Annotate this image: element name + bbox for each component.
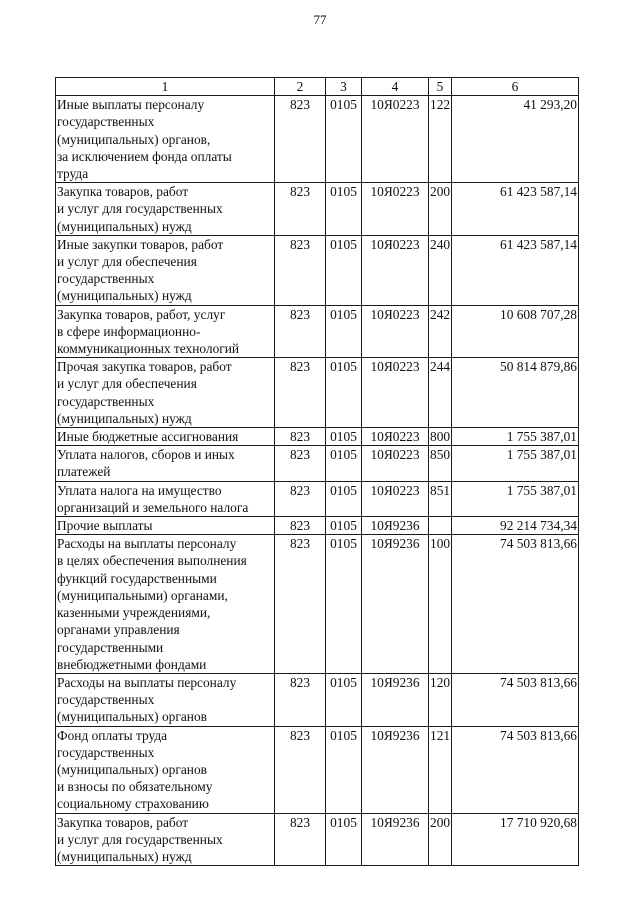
department-code-cell: 823 bbox=[275, 726, 326, 813]
department-code-cell: 823 bbox=[275, 673, 326, 726]
section-code-cell: 0105 bbox=[326, 481, 362, 516]
target-article-cell: 10Я0223 bbox=[362, 96, 429, 183]
expense-type-cell: 850 bbox=[429, 446, 452, 481]
table-row bbox=[56, 726, 579, 813]
item-name-line: государственных bbox=[57, 692, 155, 708]
item-name-line: органами управления bbox=[57, 622, 180, 638]
column-header-4: 4 bbox=[362, 78, 429, 96]
amount-cell: 74 503 813,66 bbox=[452, 673, 579, 726]
section-code-cell: 0105 bbox=[326, 183, 362, 236]
amount-cell: 10 608 707,28 bbox=[452, 305, 579, 358]
header-row bbox=[56, 78, 579, 96]
department-code-cell: 823 bbox=[275, 813, 326, 866]
target-article-cell: 10Я9236 bbox=[362, 673, 429, 726]
item-name-line: Иные закупки товаров, работ bbox=[57, 236, 224, 252]
table-row bbox=[56, 358, 579, 428]
expense-type-cell: 120 bbox=[429, 673, 452, 726]
expense-type-cell: 244 bbox=[429, 358, 452, 428]
item-name-line: коммуникационных технологий bbox=[57, 341, 240, 357]
expense-type-cell: 242 bbox=[429, 305, 452, 358]
amount-cell: 61 423 587,14 bbox=[452, 235, 579, 305]
item-name-line: государственными bbox=[57, 639, 164, 655]
item-name-line: (муниципальных) нужд bbox=[57, 410, 192, 426]
item-name-line: и услуг для обеспечения bbox=[57, 254, 197, 270]
item-name-line: государственных bbox=[57, 393, 155, 409]
department-code-cell: 823 bbox=[275, 535, 326, 674]
column-header-1: 1 bbox=[56, 78, 275, 96]
item-name-cell bbox=[56, 535, 275, 674]
target-article-cell: 10Я9236 bbox=[362, 535, 429, 674]
item-name-line: Прочие выплаты bbox=[57, 518, 153, 534]
item-name-line: Расходы на выплаты персоналу bbox=[57, 536, 237, 552]
table-row bbox=[56, 96, 579, 183]
item-name-line: труда bbox=[57, 166, 89, 182]
item-name-line: Закупка товаров, работ, услуг bbox=[57, 306, 226, 322]
item-name-line: Иные бюджетные ассигнования bbox=[57, 429, 239, 445]
amount-cell: 1 755 387,01 bbox=[452, 446, 579, 481]
item-name-line: Уплата налогов, сборов и иных bbox=[57, 447, 235, 463]
department-code-cell: 823 bbox=[275, 358, 326, 428]
item-name-line: и услуг для государственных bbox=[57, 831, 223, 847]
item-name-line: Закупка товаров, работ bbox=[57, 814, 189, 830]
target-article-cell: 10Я9236 bbox=[362, 813, 429, 866]
item-name-line: (муниципальных) нужд bbox=[57, 848, 192, 864]
item-name-cell bbox=[56, 183, 275, 236]
item-name-cell bbox=[56, 358, 275, 428]
item-name-line: государственных bbox=[57, 744, 155, 760]
table-row bbox=[56, 813, 579, 866]
column-header-3: 3 bbox=[326, 78, 362, 96]
section-code-cell: 0105 bbox=[326, 96, 362, 183]
target-article-cell: 10Я0223 bbox=[362, 428, 429, 446]
item-name-cell bbox=[56, 235, 275, 305]
item-name-cell bbox=[56, 96, 275, 183]
item-name-line: государственных bbox=[57, 271, 155, 287]
item-name-cell bbox=[56, 481, 275, 516]
item-name-cell bbox=[56, 428, 275, 446]
section-code-cell: 0105 bbox=[326, 305, 362, 358]
item-name-line: Уплата налога на имущество bbox=[57, 482, 222, 498]
section-code-cell: 0105 bbox=[326, 235, 362, 305]
table-row bbox=[56, 517, 579, 535]
amount-cell: 50 814 879,86 bbox=[452, 358, 579, 428]
table-body bbox=[56, 96, 579, 866]
amount-cell: 61 423 587,14 bbox=[452, 183, 579, 236]
expense-type-cell: 800 bbox=[430, 429, 451, 445]
item-name-line: Прочая закупка товаров, работ bbox=[57, 359, 232, 375]
item-name-line: (муниципальных) органов bbox=[57, 761, 207, 777]
department-code-cell: 823 bbox=[275, 305, 326, 358]
section-code-cell: 0105 bbox=[326, 726, 362, 813]
amount-cell: 92 214 734,34 bbox=[452, 517, 579, 535]
item-name-line: и услуг для обеспечения bbox=[57, 376, 197, 392]
target-article-cell: 10Я0223 bbox=[362, 235, 429, 305]
expense-type-cell: 122 bbox=[429, 96, 452, 183]
department-code-cell: 823 bbox=[275, 235, 326, 305]
section-code-cell: 0105 bbox=[326, 428, 362, 446]
expense-type-cell: 100 bbox=[429, 535, 452, 674]
item-name-line: (муниципальными) органами, bbox=[57, 587, 228, 603]
item-name-line: функций государственными bbox=[57, 570, 217, 586]
item-name-line: (муниципальных) органов bbox=[57, 709, 207, 725]
expense-type-cell: 240 bbox=[429, 235, 452, 305]
expense-type-cell: 121 bbox=[429, 726, 452, 813]
section-code-cell: 0105 bbox=[326, 517, 362, 535]
item-name-line: в сфере информационно- bbox=[57, 323, 201, 339]
table-row bbox=[56, 183, 579, 236]
expense-type-cell: 200 bbox=[429, 183, 452, 236]
item-name-line: и услуг для государственных bbox=[57, 201, 223, 217]
amount-cell: 41 293,20 bbox=[452, 96, 579, 183]
column-header-2: 2 bbox=[275, 78, 326, 96]
amount-cell: 1 755 387,01 bbox=[452, 428, 579, 446]
target-article-cell: 10Я0223 bbox=[362, 183, 429, 236]
item-name-cell bbox=[56, 305, 275, 358]
amount-cell: 74 503 813,66 bbox=[452, 535, 579, 674]
department-code-cell: 823 bbox=[275, 428, 326, 446]
page-number: 77 bbox=[313, 12, 327, 27]
section-code-cell: 0105 bbox=[326, 535, 362, 674]
item-name-cell bbox=[56, 517, 275, 535]
column-header-6: 6 bbox=[452, 78, 579, 96]
table-row bbox=[56, 446, 579, 481]
item-name-cell bbox=[56, 673, 275, 726]
item-name-cell bbox=[56, 813, 275, 866]
table-row bbox=[56, 235, 579, 305]
section-code-cell: 0105 bbox=[326, 446, 362, 481]
table-row bbox=[56, 481, 579, 516]
amount-cell: 17 710 920,68 bbox=[452, 813, 579, 866]
section-code-cell: 0105 bbox=[326, 813, 362, 866]
item-name-line: Иные выплаты персоналу bbox=[57, 97, 205, 113]
item-name-line: (муниципальных) нужд bbox=[57, 288, 192, 304]
target-article-cell: 10Я0223 bbox=[362, 305, 429, 358]
expense-type-cell: 200 bbox=[429, 813, 452, 866]
budget-table bbox=[55, 77, 579, 866]
section-code-cell: 0105 bbox=[326, 673, 362, 726]
table-row bbox=[56, 535, 579, 674]
target-article-cell: 10Я9236 bbox=[362, 517, 429, 535]
target-article-cell: 10Я0223 bbox=[362, 481, 429, 516]
item-name-line: социальному страхованию bbox=[57, 796, 209, 812]
section-code-cell: 0105 bbox=[326, 358, 362, 428]
table-row bbox=[56, 305, 579, 358]
item-name-line: казенными учреждениями, bbox=[57, 605, 211, 621]
table-row bbox=[56, 673, 579, 726]
item-name-cell bbox=[56, 726, 275, 813]
item-name-line: (муниципальных) органов, bbox=[57, 131, 211, 147]
amount-cell: 74 503 813,66 bbox=[452, 726, 579, 813]
item-name-line: Фонд оплаты труда bbox=[57, 727, 168, 743]
target-article-cell: 10Я0223 bbox=[362, 358, 429, 428]
item-name-line: внебюджетными фондами bbox=[57, 656, 207, 672]
department-code-cell: 823 bbox=[275, 96, 326, 183]
target-article-cell: 10Я0223 bbox=[362, 446, 429, 481]
item-name-line: Закупка товаров, работ bbox=[57, 184, 189, 200]
department-code-cell: 823 bbox=[275, 481, 326, 516]
target-article-cell: 10Я9236 bbox=[362, 726, 429, 813]
item-name-line: организаций и земельного налога bbox=[57, 499, 249, 515]
expense-type-cell: 851 bbox=[429, 481, 452, 516]
table-row bbox=[56, 428, 579, 446]
item-name-line: государственных bbox=[57, 114, 155, 130]
department-code-cell: 823 bbox=[275, 183, 326, 236]
department-code-cell: 823 bbox=[275, 517, 326, 535]
item-name-line: в целях обеспечения выполнения bbox=[57, 553, 247, 569]
item-name-cell bbox=[56, 446, 275, 481]
department-code-cell: 823 bbox=[275, 446, 326, 481]
expense-type-cell bbox=[429, 517, 452, 535]
item-name-line: Расходы на выплаты персоналу bbox=[57, 674, 237, 690]
column-header-5: 5 bbox=[429, 78, 452, 96]
item-name-line: и взносы по обязательному bbox=[57, 779, 213, 795]
item-name-line: платежей bbox=[57, 464, 111, 480]
item-name-line: за исключением фонда оплаты bbox=[57, 148, 232, 164]
item-name-line: (муниципальных) нужд bbox=[57, 218, 192, 234]
amount-cell: 1 755 387,01 bbox=[452, 481, 579, 516]
